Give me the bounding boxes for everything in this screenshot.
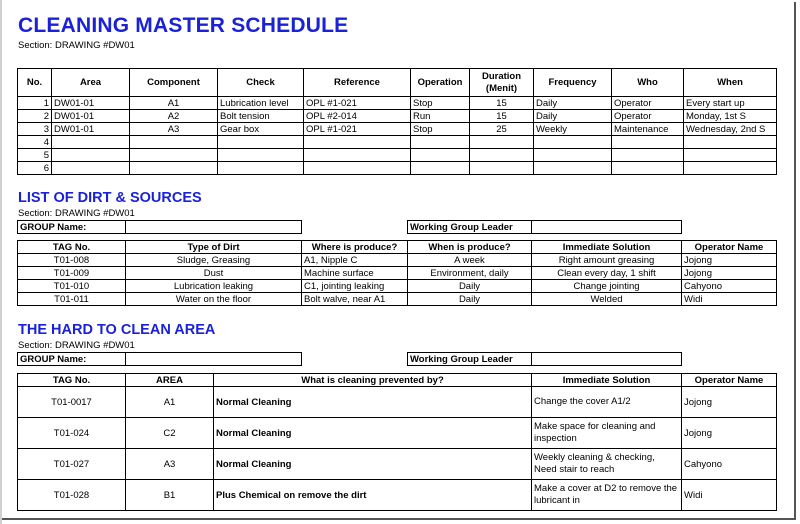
col-duration: Duration (Menit) bbox=[470, 69, 534, 97]
cell-operator: Widi bbox=[682, 293, 777, 306]
cell-area: DW01-01 bbox=[52, 123, 130, 136]
cell-operator: Jojong bbox=[682, 254, 777, 267]
cell-tag: T01-010 bbox=[18, 280, 126, 293]
hard-leader-label: Working Group Leader bbox=[408, 353, 532, 366]
cell-when: Every start up bbox=[684, 97, 777, 110]
cell-solution: Welded bbox=[532, 293, 682, 306]
col-type: Type of Dirt bbox=[126, 241, 302, 254]
hard-group-name-value bbox=[126, 353, 302, 366]
dirt-leader-value bbox=[532, 221, 682, 234]
cell-who: Maintenance bbox=[612, 123, 684, 136]
cell-where: A1, Nipple C bbox=[302, 254, 408, 267]
cell-type: Sludge, Greasing bbox=[126, 254, 302, 267]
cell-frequency: Daily bbox=[534, 110, 612, 123]
cell-operation: Stop bbox=[411, 97, 470, 110]
cell-where: C1, jointing leaking bbox=[302, 280, 408, 293]
cell-type: Dust bbox=[126, 267, 302, 280]
cell-operator: Cahyono bbox=[682, 449, 777, 480]
table-row bbox=[18, 110, 777, 123]
cell-type: Lubrication leaking bbox=[126, 280, 302, 293]
hard-group-table bbox=[17, 352, 682, 366]
col-solution: Immediate Solution bbox=[532, 241, 682, 254]
cell-when: Wednesday, 2nd S bbox=[684, 123, 777, 136]
table-row bbox=[18, 293, 777, 306]
hard-section-title: THE HARD TO CLEAN AREA bbox=[18, 322, 216, 338]
cell-where: Bolt walve, near A1 bbox=[302, 293, 408, 306]
cell-frequency: Daily bbox=[534, 97, 612, 110]
cell-operator: Jojong bbox=[682, 418, 777, 449]
cell-solution: Right amount greasing bbox=[532, 254, 682, 267]
cell-duration: 15 bbox=[470, 97, 534, 110]
cell-tag: T01-024 bbox=[18, 418, 126, 449]
cell-when: Monday, 1st S bbox=[684, 110, 777, 123]
cell-operator: Widi bbox=[682, 480, 777, 511]
cell-tag: T01-008 bbox=[18, 254, 126, 267]
cell-tag: T01-028 bbox=[18, 480, 126, 511]
col-area: AREA bbox=[126, 374, 214, 387]
col-prevented: What is cleaning prevented by? bbox=[214, 374, 532, 387]
table-row bbox=[18, 123, 777, 136]
cell-prevented: Normal Cleaning bbox=[214, 387, 532, 418]
cell-when: Environment, daily bbox=[408, 267, 532, 280]
cell-prevented: Normal Cleaning bbox=[214, 418, 532, 449]
dirt-group-table bbox=[17, 220, 682, 234]
cell-when: A week bbox=[408, 254, 532, 267]
schedule-table bbox=[17, 68, 777, 175]
table-row bbox=[18, 449, 777, 480]
cell-no: 3 bbox=[18, 123, 52, 136]
table-row bbox=[18, 162, 777, 175]
col-reference: Reference bbox=[304, 69, 411, 97]
hard-leader-value bbox=[532, 353, 682, 366]
hard-table bbox=[17, 373, 777, 511]
cell-tag: T01-0017 bbox=[18, 387, 126, 418]
dirt-section-label: Section: DRAWING #DW01 bbox=[18, 208, 135, 219]
cell-where: Machine surface bbox=[302, 267, 408, 280]
col-area: Area bbox=[52, 69, 130, 97]
cell-check: Bolt tension bbox=[218, 110, 304, 123]
col-tag: TAG No. bbox=[18, 241, 126, 254]
cell-reference: OPL #1-021 bbox=[304, 123, 411, 136]
cell-reference: OPL #2-014 bbox=[304, 110, 411, 123]
cell-tag: T01-011 bbox=[18, 293, 126, 306]
cell-frequency: Weekly bbox=[534, 123, 612, 136]
cell-component: A1 bbox=[130, 97, 218, 110]
cell-operator: Jojong bbox=[682, 387, 777, 418]
table-row bbox=[18, 480, 777, 511]
col-operator: Operator Name bbox=[682, 241, 777, 254]
cell-duration: 25 bbox=[470, 123, 534, 136]
section-label: Section: DRAWING #DW01 bbox=[18, 40, 135, 51]
dirt-section-title: LIST OF DIRT & SOURCES bbox=[18, 190, 202, 206]
cell-no: 2 bbox=[18, 110, 52, 123]
cell-area: C2 bbox=[126, 418, 214, 449]
cell-tag: T01-027 bbox=[18, 449, 126, 480]
hard-group-name-label: GROUP Name: bbox=[18, 353, 126, 366]
cell-area: B1 bbox=[126, 480, 214, 511]
schedule-header-row bbox=[18, 69, 777, 97]
cell-operator: Cahyono bbox=[682, 280, 777, 293]
table-row bbox=[18, 387, 777, 418]
dirt-header-row bbox=[18, 241, 777, 254]
cell-check: Gear box bbox=[218, 123, 304, 136]
cell-component: A3 bbox=[130, 123, 218, 136]
cell-no: 5 bbox=[18, 149, 52, 162]
cell-prevented: Plus Chemical on remove the dirt bbox=[214, 480, 532, 511]
col-operation: Operation bbox=[411, 69, 470, 97]
cell-component: A2 bbox=[130, 110, 218, 123]
cell-reference: OPL #1-021 bbox=[304, 97, 411, 110]
cell-area: DW01-01 bbox=[52, 97, 130, 110]
cell-who: Operator bbox=[612, 110, 684, 123]
cell-check: Lubrication level bbox=[218, 97, 304, 110]
cell-when: Daily bbox=[408, 293, 532, 306]
cell-duration: 15 bbox=[470, 110, 534, 123]
table-row bbox=[18, 280, 777, 293]
table-row bbox=[18, 254, 777, 267]
cell-solution: Weekly cleaning & checking, Need stair to reach bbox=[532, 449, 682, 480]
col-component: Component bbox=[130, 69, 218, 97]
col-where: Where is produce? bbox=[302, 241, 408, 254]
col-solution: Immediate Solution bbox=[532, 374, 682, 387]
cell-who: Operator bbox=[612, 97, 684, 110]
cell-no: 4 bbox=[18, 136, 52, 149]
cell-solution: Make a cover at D2 to remove the lubricant in bbox=[532, 480, 682, 511]
cell-tag: T01-009 bbox=[18, 267, 126, 280]
cell-operation: Run bbox=[411, 110, 470, 123]
cell-operator: Jojong bbox=[682, 267, 777, 280]
col-check: Check bbox=[218, 69, 304, 97]
table-row bbox=[18, 418, 777, 449]
dirt-group-name-value bbox=[126, 221, 302, 234]
cell-when: Daily bbox=[408, 280, 532, 293]
cell-type: Water on the floor bbox=[126, 293, 302, 306]
cell-no: 6 bbox=[18, 162, 52, 175]
col-who: Who bbox=[612, 69, 684, 97]
col-frequency: Frequency bbox=[534, 69, 612, 97]
dirt-table bbox=[17, 240, 777, 306]
col-operator: Operator Name bbox=[682, 374, 777, 387]
table-row bbox=[18, 97, 777, 110]
cell-solution: Change jointing bbox=[532, 280, 682, 293]
dirt-group-name-label: GROUP Name: bbox=[18, 221, 126, 234]
table-row bbox=[18, 267, 777, 280]
page-title: CLEANING MASTER SCHEDULE bbox=[18, 14, 349, 37]
table-row bbox=[18, 149, 777, 162]
cell-prevented: Normal Cleaning bbox=[214, 449, 532, 480]
hard-section-label: Section: DRAWING #DW01 bbox=[18, 340, 135, 351]
cell-no: 1 bbox=[18, 97, 52, 110]
col-no: No. bbox=[18, 69, 52, 97]
cell-solution: Clean every day, 1 shift bbox=[532, 267, 682, 280]
col-tag: TAG No. bbox=[18, 374, 126, 387]
cell-area: A1 bbox=[126, 387, 214, 418]
cell-area: A3 bbox=[126, 449, 214, 480]
hard-header-row bbox=[18, 374, 777, 387]
cell-area: DW01-01 bbox=[52, 110, 130, 123]
col-when: When is produce? bbox=[408, 241, 532, 254]
table-row bbox=[18, 136, 777, 149]
cell-solution: Make space for cleaning and inspection bbox=[532, 418, 682, 449]
dirt-leader-label: Working Group Leader bbox=[408, 221, 532, 234]
cell-solution: Change the cover A1/2 bbox=[532, 387, 682, 418]
col-when: When bbox=[684, 69, 777, 97]
cell-operation: Stop bbox=[411, 123, 470, 136]
